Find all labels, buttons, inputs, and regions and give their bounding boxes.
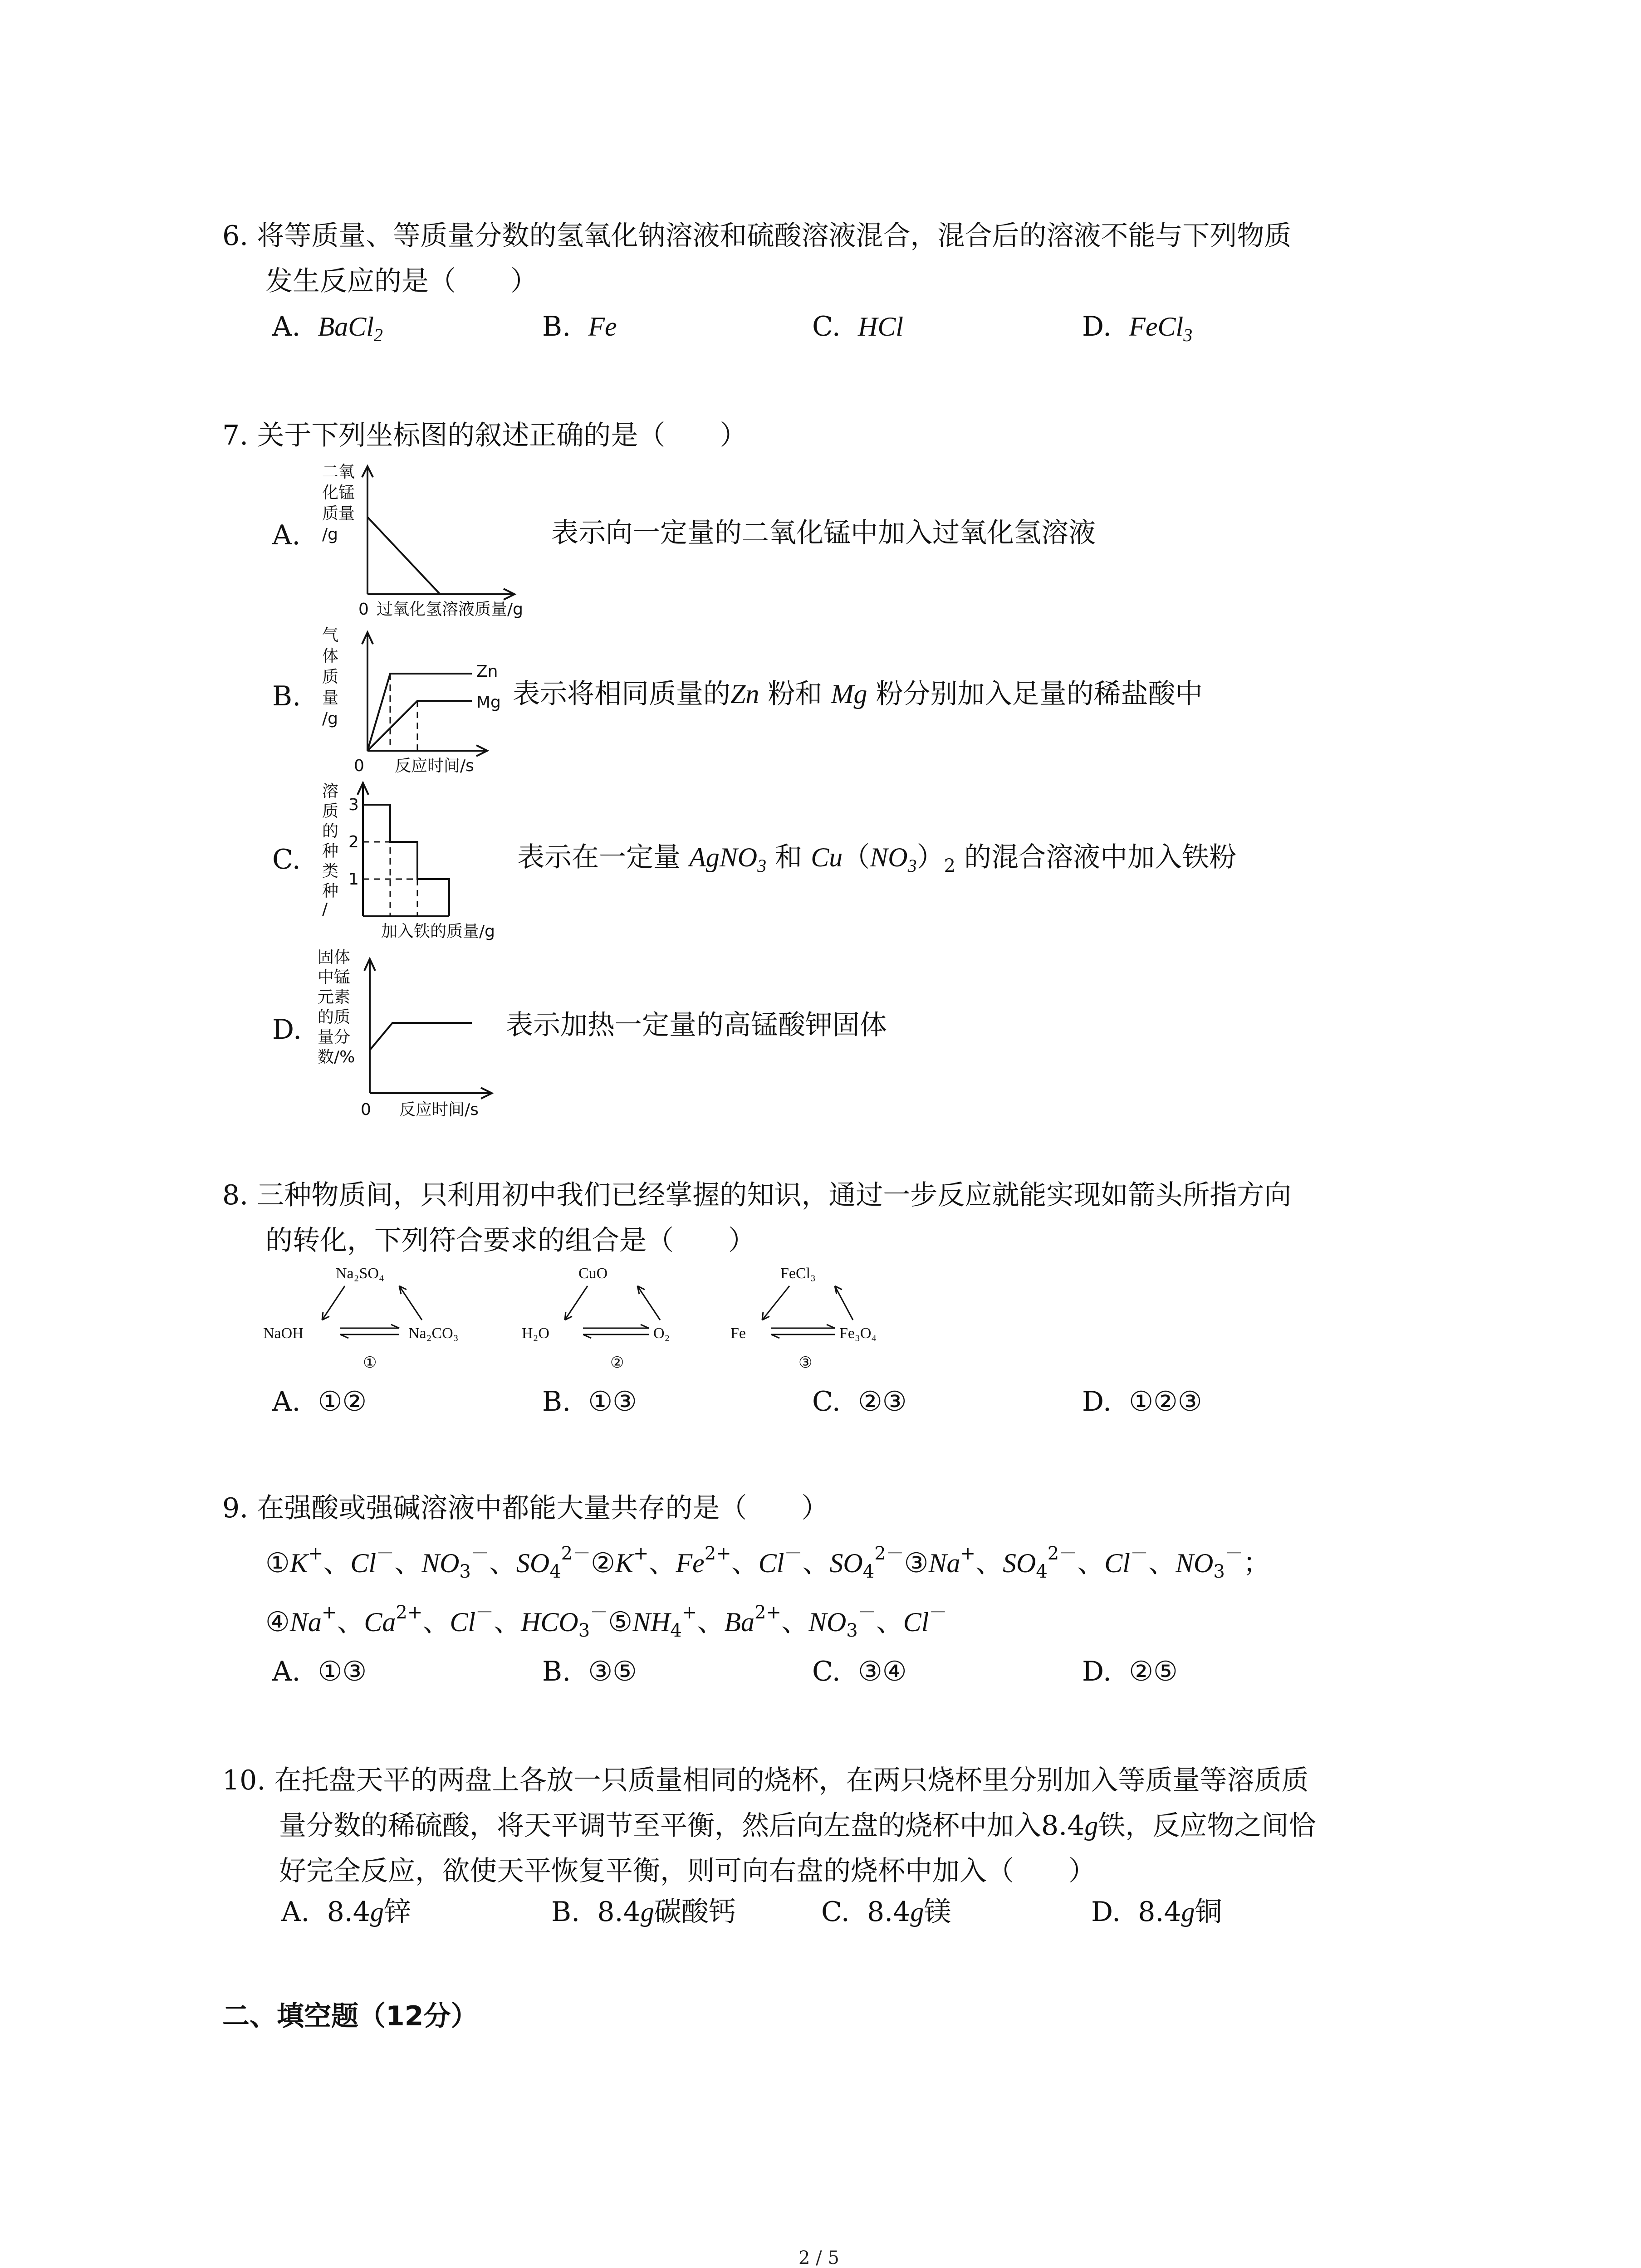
q9-option-a: A. ①③ <box>272 1656 367 1687</box>
q9-ion-line1: ①K+、Cl－、$NO_3^-$、$SO_4^{2-}②K^+$、$Fe^{2+}$、Cl－、$SO_4^{2-}③Na^+$、$SO_4^{2-}$、Cl－、$NO_3^-$； <box>265 1543 1270 1582</box>
q7-c-key: C. <box>272 844 301 875</box>
page-number: 2 / 5 <box>798 2248 839 2268</box>
q7-c-tick-3: 3 <box>348 796 359 814</box>
q7-b-series-mg: Mg <box>476 693 501 712</box>
q8-d2-arrow-left <box>565 1286 588 1320</box>
q7-d-chart <box>313 943 522 1125</box>
q8-diagram-1 <box>263 1261 490 1383</box>
q8-d2-top: CuO <box>578 1265 608 1282</box>
q7-d-ylabel-4: 的质 <box>318 1008 351 1026</box>
q9-stem: 9. 在强酸或强碱溶液中都能大量共存的是（ ） <box>222 1492 829 1524</box>
q8-diagram-3 <box>730 1261 921 1383</box>
q7-d-y-axis <box>364 959 375 1093</box>
q8-d1-eq-top <box>340 1325 399 1328</box>
q10-option-b: B. 8.4g碳酸钙 <box>551 1896 736 1928</box>
q7-a-x-axis <box>367 589 514 600</box>
q7-b-ylabel-3: 质 <box>322 668 339 686</box>
q7-c-ylabel-7: / <box>322 900 328 919</box>
q7-a-origin: 0 <box>358 600 369 619</box>
q7-d-key: D. <box>272 1014 302 1046</box>
q10-line3: 好完全反应，欲使天平恢复平衡，则可向右盘的烧杯中加入（ ） <box>279 1855 1096 1887</box>
q8-d3-eq-bottom <box>771 1334 835 1338</box>
q7-c-ylabel-5: 类 <box>322 862 339 880</box>
q7-b-y-axis <box>362 632 373 751</box>
q10-line2: 量分数的稀硫酸，将天平调节至平衡，然后向左盘的烧杯中加入8.4g铁，反应物之间恰 <box>279 1810 1316 1842</box>
q8-option-a: A. ①② <box>272 1386 367 1418</box>
q8-d3-right: Fe₃O₄ <box>839 1325 877 1342</box>
q7-a-ylabel-3: 质量 <box>322 504 355 523</box>
q7-c-chart <box>313 776 526 943</box>
q7-b-origin: 0 <box>354 757 364 775</box>
q7-d-xlabel: 反应时间/s <box>399 1100 479 1119</box>
q10-line1: 10. 在托盘天平的两盘上各放一只质量相同的烧杯，在两只烧杯里分别加入等质量等溶质质 <box>222 1765 1309 1796</box>
q8-d2-num: ② <box>610 1354 624 1371</box>
q8-d2-eq-top <box>583 1325 649 1328</box>
q7-a-line <box>367 517 440 594</box>
q7-c-ylabel-1: 溶 <box>322 782 339 801</box>
q8-d1-eq-bottom <box>340 1334 399 1338</box>
q8-d1-left: NaOH <box>263 1325 304 1342</box>
q8-d2-right: O₂ <box>653 1325 670 1342</box>
q7-b-xlabel: 反应时间/s <box>395 757 474 775</box>
q8-d1-top: Na₂SO₄ <box>336 1265 384 1282</box>
q9-option-c: C. ③④ <box>812 1656 907 1687</box>
q7-d-ylabel-2: 中锰 <box>318 968 351 987</box>
q8-d1-num: ① <box>363 1354 377 1371</box>
q7-a-key: A. <box>272 519 301 551</box>
q8-diagram-2 <box>522 1261 712 1383</box>
q6-line1: 6. 将等质量、等质量分数的氢氧化钠溶液和硫酸溶液混合，混合后的溶液不能与下列物质 <box>222 220 1292 252</box>
q7-b-chart <box>313 621 522 789</box>
q9-ion-line2: ④Na+、$Ca^{2+}$、Cl－、$HCO_3^-⑤NH_4^+$、$Ba^{2+}$、$NO_3^-$、Cl－ <box>265 1602 947 1641</box>
q7-d-ylabel-5: 量分 <box>318 1028 351 1046</box>
q7-d-ylabel-1: 固体 <box>318 948 351 967</box>
q7-b-ylabel-4: 量 <box>322 689 339 707</box>
q7-a-chart <box>313 458 558 621</box>
q7-a-ylabel-1: 二氧 <box>322 463 355 481</box>
q7-c-tick-1: 1 <box>348 870 359 889</box>
q7-a-ylabel-4: /g <box>322 525 338 544</box>
q7-c-ylabel-3: 的 <box>322 822 339 841</box>
q7-c-ylabel-6: 种 <box>322 882 339 900</box>
q6-option-d: D. FeCl$_3$ <box>1082 311 1193 345</box>
q7-c-step <box>363 805 449 916</box>
q7-a-desc: 表示向一定量的二氧化锰中加入过氧化氢溶液 <box>551 517 1096 549</box>
q7-a-xlabel: 过氧化氢溶液质量/g <box>377 600 523 619</box>
q8-d3-arrow-right <box>835 1286 853 1320</box>
q9-option-b: B. ③⑤ <box>542 1656 637 1687</box>
q8-d1-right: Na₂CO₃ <box>408 1325 459 1342</box>
q7-d-origin: 0 <box>361 1100 371 1119</box>
q9-option-d: D. ②⑤ <box>1082 1656 1178 1687</box>
q7-b-desc: 表示将相同质量的Zn 粉和 Mg 粉分别加入足量的稀盐酸中 <box>513 678 1203 710</box>
q8-d3-left: Fe <box>730 1325 746 1342</box>
q7-d-desc: 表示加热一定量的高锰酸钾固体 <box>506 1009 887 1041</box>
q7-c-ylabel-4: 种 <box>322 842 339 860</box>
q7-c-xlabel: 加入铁的质量/g <box>381 922 495 941</box>
q10-option-a: A. 8.4g锌 <box>281 1896 411 1928</box>
q7-c-ylabel-2: 质 <box>322 802 339 821</box>
q7-d-line <box>370 1023 472 1050</box>
q8-d3-arrow-left <box>762 1286 789 1320</box>
q6-line2: 发生反应的是（ ） <box>265 265 538 297</box>
section-2-title: 二、填空题（12分） <box>222 2000 478 2032</box>
q8-d3-num: ③ <box>798 1354 813 1371</box>
q8-d2-arrow-right <box>637 1286 660 1320</box>
q10-option-d: D. 8.4g铜 <box>1091 1896 1222 1928</box>
q7-c-desc: 表示在一定量 AgNO$_3$ 和 $Cu(NO_3)_2$ 的混合溶液中加入铁粉 <box>517 841 1237 876</box>
q7-a-ylabel-2: 化锰 <box>322 484 355 502</box>
q6-option-a: A. BaCl$_2$ <box>272 311 383 345</box>
q8-option-c: C. ②③ <box>812 1386 907 1418</box>
q7-d-ylabel-6: 数/% <box>318 1048 355 1066</box>
q8-d1-arrow-left <box>322 1286 345 1320</box>
q7-b-series-zn: Zn <box>476 662 498 681</box>
q8-d2-left: H₂O <box>522 1325 549 1342</box>
q8-d3-top: FeCl₃ <box>780 1265 816 1282</box>
q7-b-key: B. <box>272 680 301 712</box>
q7-b-mg-line <box>367 701 472 751</box>
q8-line1: 8. 三种物质间，只利用初中我们已经掌握的知识，通过一步反应就能实现如箭头所指方向 <box>222 1179 1292 1211</box>
q8-option-d: D. ①②③ <box>1082 1386 1202 1418</box>
q6-option-c: C. HCl <box>812 311 904 342</box>
q7-b-x-axis <box>367 745 487 756</box>
q7-c-tick-2: 2 <box>348 833 359 851</box>
q8-d3-eq-top <box>771 1325 835 1328</box>
q7-b-ylabel-1: 气 <box>322 626 339 645</box>
q7-a-y-axis <box>362 466 373 594</box>
q10-option-c: C. 8.4g镁 <box>821 1896 951 1928</box>
q7-stem: 7. 关于下列坐标图的叙述正确的是（ ） <box>222 420 747 451</box>
q8-d2-eq-bottom <box>583 1334 649 1338</box>
q8-option-b: B. ①③ <box>542 1386 637 1418</box>
q7-c-y-axis <box>358 783 368 916</box>
q8-line2: 的转化，下列符合要求的组合是（ ） <box>265 1225 755 1256</box>
q6-option-b: B. Fe <box>542 311 617 342</box>
q7-b-zn-line <box>367 674 472 751</box>
q7-b-ylabel-2: 体 <box>322 647 339 665</box>
q8-d1-arrow-right <box>399 1286 422 1320</box>
q7-d-x-axis <box>370 1088 492 1099</box>
q7-d-ylabel-3: 元素 <box>318 988 351 1007</box>
q7-b-ylabel-5: /g <box>322 709 338 728</box>
